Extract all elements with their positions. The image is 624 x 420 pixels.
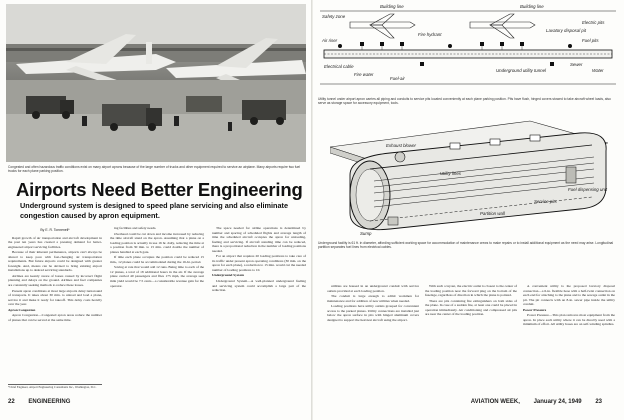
label-water: Water (592, 68, 604, 73)
paragraph: Underground System—A well-planned underground fueling and servicing system could accomplish a large part of the reduction. (212, 279, 306, 293)
footnote: *Chief Engineer, Airport Engineering Consultants Inc., Washington, D.C. (8, 384, 102, 390)
label-building-line-right: Building line (520, 4, 544, 9)
right-column-3 (523, 284, 615, 397)
plan-diagram-caption: Utility tunnel under airport apron carries all piping and conduits to service pits located conveniently at each plane parking position. Pits have flush, hinged covers stowed to take aircraft wheel loads, also serve as storage space for accessory equipment, tools. (318, 97, 611, 106)
paragraph: Rapid growth of air transportation and aircraft development in the past ten years has created a pressing demand for better-engineered airport servicing facilities. (8, 235, 102, 249)
utility-tunnel-plan-diagram (320, 2, 616, 94)
label-sump: Sump (360, 231, 372, 236)
magazine-name: AVIATION WEEK, (470, 399, 520, 405)
paragraph: Present apron conditions at most large airports delay turnaround of transports. It takes about 30 min. to unload and load a plane, service it and make it ready for takeoff. This delay costs heavily over the year. (8, 288, 102, 307)
article-deck: Underground system is designed to speed plane servicing and also eliminate congestion caused by apron equipment. (20, 201, 289, 220)
label-electrical-cable: Electrical cable (324, 64, 354, 69)
paragraph: Apron Congestion—Congested apron areas reduce the number of planes that can be served at the same time. (8, 313, 102, 322)
paragraph: Power Pressure—This plan removes most equipment from the apron. In place each utility where it can be directly used with a minimum of effort. All utility hoses are on self-winding spindles. (523, 313, 615, 327)
paragraph: The space needed for airline operations is determined by number and spacing of scheduled flights and average length of time the scheduled aircraft occupies the apron for unloading, fueling and servicing. If aircraft standing time can be reduced, there is a proportional reduction in the number of loading positions needed. (212, 226, 306, 253)
section-name: ENGINEERING (28, 399, 71, 405)
label-fuel-air: Fuel-air (390, 76, 405, 81)
paragraph: utilities are housed in an underground conduit with service outlets provided at each loading position. (327, 284, 419, 293)
paragraph: Overhead could be cut down and income increased by reducing the time aircraft stand on the apron. Assuming that a plane on a loading position is actually in use 16 hr. daily, reducing the time at a position from 30 min. to 15 min. could double the number of planes handled at each gate. (110, 231, 204, 254)
page-number: 23 (595, 399, 602, 405)
article-column-3 (212, 226, 306, 394)
label-air-riser: Air riser (322, 38, 338, 43)
issue-date: January 24, 1949 (533, 399, 582, 405)
subhead: Power Pressure (523, 307, 547, 312)
left-page (0, 0, 311, 420)
article-byline: By E. R. Tonnenell* (40, 228, 70, 232)
label-utility-lines: Utility lines (440, 171, 461, 176)
label-service-pits: Service pits (534, 199, 557, 204)
paragraph: ing facilities and safety needs. (114, 226, 157, 230)
label-lavatory-disposal: Lavatory disposal pit (546, 28, 587, 33)
article-column-2 (110, 226, 204, 394)
article-column-1 (8, 226, 102, 394)
paragraph: Saving at rate that would add 12 runs. Being time to each of the 12 planes, a total of 18 additional hours in the air. If the average plane carried 40 passengers and flies 175 mph, the average seat mile yield would be 7.5 cents—a considerable revenue gain for the operator. (110, 265, 204, 288)
paragraph: For an airport that requires 20 loading positions to take care of its traffic under present apron operating conditions (30 min. on the apron for each plane), a reduction to 15 min. would cut the needed number of loading positions to 10. (212, 254, 306, 272)
label-electric-pits: Electric pits (582, 20, 605, 25)
plan-diagram-drawing (320, 2, 616, 94)
label-fuel-pits: Fuel pits (582, 38, 599, 43)
label-fire-water: Fire water (354, 72, 374, 77)
paragraph: With such a layout, the electric outlet is closest to the center of the loading position near the forward plug on the bottom of the fuselage, regardless of direction in which the plane is pointed. (425, 284, 517, 298)
subhead: Apron Congestion (8, 307, 36, 312)
paragraph: Loading positions have utility outlets grouped for convenient access to the parked planes. Utility connections are installed just below the apron surface in pits with hinged aluminum covers designed to support the heaviest aircraft using the airport. (327, 304, 419, 322)
paragraph: If time each plane occupies the position could be reduced 15 min., 12 planes could be accommodated during the 16-hr. period. (110, 255, 204, 264)
apron-photo (6, 4, 306, 162)
label-fire-hydrant: Fire hydrant (418, 32, 442, 37)
paragraph: Airlines are keenly aware of losses caused by incorrect flight planning and delays on the ground. Airlines and fuel companies are constantly seeking methods to reduce these losses. (8, 273, 102, 288)
label-safety-zone: Safety zone (322, 14, 346, 19)
paragraph: The conduit is large enough to admit workmen for maintenance and for addition of new utilities when needed. (327, 294, 419, 303)
label-building-line-left: Building line (380, 4, 404, 9)
label-exhaust-blower: Exhaust blower (386, 143, 417, 148)
cutaway-diagram-drawing (330, 117, 608, 237)
paragraph: A convenient utility is the proposed lavatory disposal connection—a 6-in. flexible hose with a half-twist connection on each end for attaching to the plane and to the sewage outlet in the pit. The pit connects with an 8-in. sewer pipe inside the utility conduit. (523, 284, 615, 307)
label-sewer: Sewer (570, 62, 583, 67)
photo-caption: Congested and often hazardous traffic conditions exist on many airport aprons because of the large number of trucks and other equipment required to service an airplane. Many airports require two fuel trucks for each plane parking position. (8, 165, 301, 174)
label-partition-wall: Partition wall (480, 211, 505, 216)
cutaway-diagram-caption: Underground facility is 61 ft. in diameter, affording sufficient working space for accommodation of maintenance crews to make repairs or to install additional equipment as the need may arise. Longitudinal partition separates fuel lines from electrical cables. (318, 241, 614, 250)
folio-right (471, 399, 614, 405)
paragraph: There are pits containing fire extinguishers on both sides of the plane. In case of a sudden fire, at least one could be placed in operation immediately. Air conditioning and compressed air pits are near the center of the loading position. (425, 298, 517, 317)
label-utility-tunnel: Underground utility tunnel (496, 68, 547, 73)
folio-left (8, 399, 82, 405)
right-column-2 (425, 284, 517, 397)
tunnel-cutaway-diagram (330, 117, 608, 237)
subhead: Underground System (212, 273, 244, 278)
apron-photo-image (6, 4, 306, 162)
article-headline: Airports Need Better Engineering (16, 179, 303, 200)
label-fuel-dispensing: Fuel dispensing unit (568, 187, 608, 192)
paragraph: Because of their inherent permanence, airports can't always be altered to keep pace with fast-changing air transportation requirements. But future airports could be designed with greater foresight. And, means can be devised to bring existing airport installations up to desired servicing standards. (8, 250, 102, 273)
right-column-1 (327, 284, 419, 397)
page-number: 22 (8, 399, 15, 405)
